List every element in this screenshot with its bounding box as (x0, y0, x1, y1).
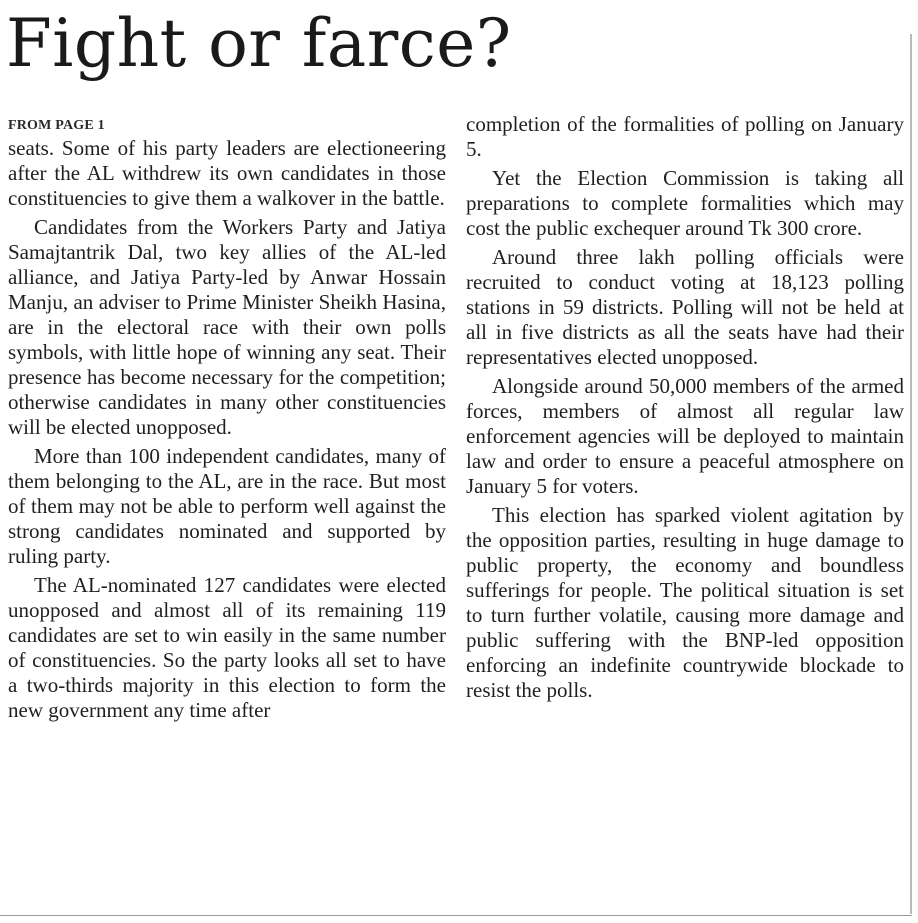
paragraph: Candidates from the Workers Party and Jatiya Samajtantrik Dal, two key allies of the AL-led alliance, and Jatiya Party-led by Anwar Hossain Manju, an adviser to Prime Minister Sheikh Hasina, are in the electoral race with their own polls symbols, with little hope of winning any seat. Their presence has become necessary for the competition; otherwise candidates in many other constituencies will be elected unopposed. (8, 215, 446, 439)
paragraph: Yet the Election Commission is taking all preparations to complete formalities which may cost the public exchequer around Tk 300 crore. (466, 166, 904, 240)
continuation-kicker: FROM PAGE 1 (8, 118, 105, 133)
paragraph: Around three lakh polling officials were recruited to conduct voting at 18,123 polling stations in 59 districts. Polling will not be held at all in five districts as all the seats have had their representatives elected unopposed. (466, 245, 904, 369)
paragraph: seats. Some of his party leaders are electioneering after the AL withdrew its own candidates in those constituencies to give them a walkover in the battle. (8, 136, 446, 210)
right-column (466, 112, 904, 707)
paragraph: Alongside around 50,000 members of the armed forces, members of almost all regular law enforcement agencies will be deployed to maintain law and order to ensure a peaceful atmosphere on January 5 for voters. (466, 374, 904, 498)
column-rule (910, 34, 912, 914)
paragraph: The AL-nominated 127 candidates were elected unopposed and almost all of its remaining 119 candidates are set to win easily in the same number of constituencies. So the party looks all set to have a two-thirds majority in this election to form the new government any time after (8, 573, 446, 722)
paragraph: This election has sparked violent agitation by the opposition parties, resulting in huge damage to public property, the economy and boundless sufferings for people. The political situation is set to turn further volatile, causing more damage and public suffering with the BNP-led opposition enforcing an indefinite countrywide blockade to resist the polls. (466, 503, 904, 702)
headline: Fight or farce? (6, 5, 512, 82)
bottom-rule (0, 915, 912, 916)
paragraph: completion of the formalities of polling on January 5. (466, 112, 904, 161)
left-column (8, 112, 446, 727)
paragraph: More than 100 independent candidates, many of them belonging to the AL, are in the race. But most of them may not be able to perform well against the strong candidates nominated and supported by ruling party. (8, 444, 446, 568)
